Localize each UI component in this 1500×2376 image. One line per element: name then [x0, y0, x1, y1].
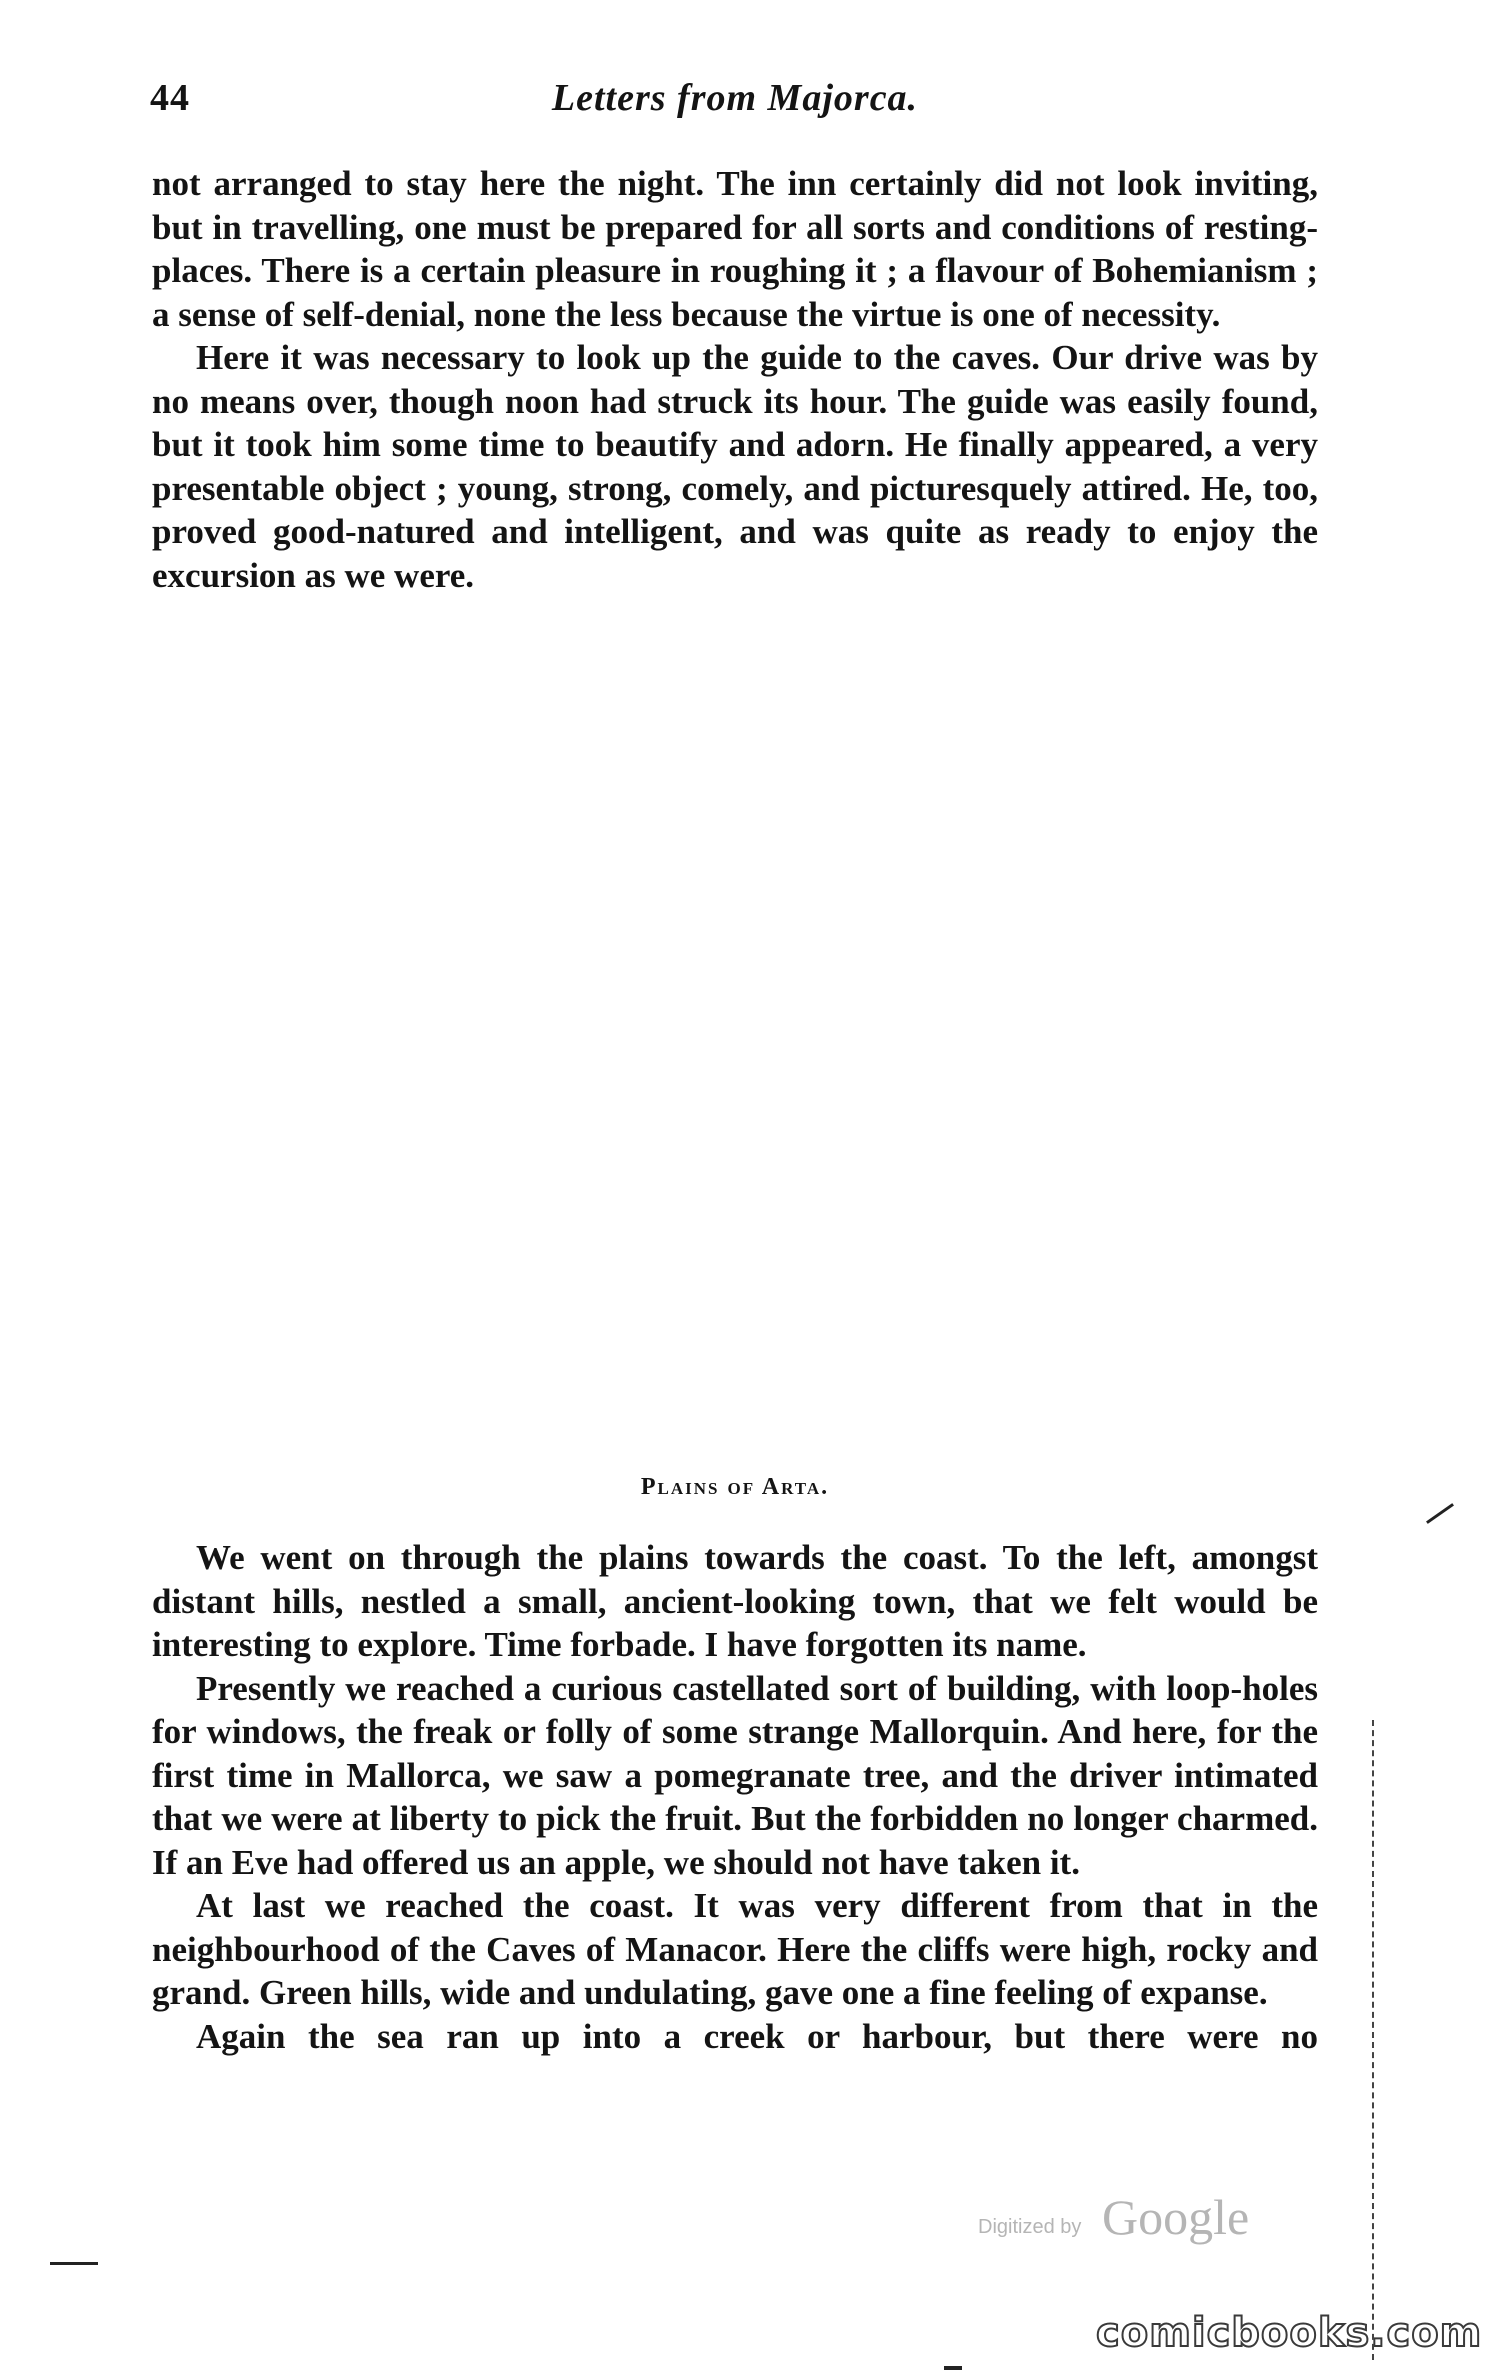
digitized-by-text: Digitized by: [978, 2216, 1082, 2238]
running-title: Letters from Majorca.: [551, 77, 919, 119]
text-block-top: [152, 162, 1318, 597]
text-block-bottom: [152, 1536, 1318, 2058]
scan-mark-slash: [1426, 1503, 1454, 1524]
google-watermark: [970, 2188, 1290, 2248]
plate-image-area: [150, 680, 1320, 1460]
paragraph: Again the sea ran up into a creek or harbour, but there were no: [196, 2016, 1318, 2056]
paragraph: We went on through the plains towards the coast. To the left, amongst distant hills, nestled a small, ancient-looking town, that we felt would be interesting to explore. Time forbade. I have forgotten its name.: [152, 1538, 1318, 1664]
google-logo-text: Google: [1102, 2189, 1250, 2245]
paragraph: not arranged to stay here the night. The inn certainly did not look inviting, but in travelling, one must be prepared for all sorts and conditions of resting-places. There is a certain pleasure in roughing it ; a flavour of Bohemianism ; a sense of self-denial, none the less because the virtue is one of necessity.: [152, 164, 1318, 334]
page-header: [150, 76, 1320, 136]
paragraph: Presently we reached a curious castellated sort of building, with loop-holes for windows, the freak or folly of some strange Mallorquin. And here, for the first time in Mallorca, we saw a pomegranate tree, and the driver intimated that we were at liberty to pick the fruit. But the forbidden no longer charmed. If an Eve had offered us an apple, we should not have taken it.: [152, 1668, 1318, 1882]
scan-mark-bottom: [944, 2366, 962, 2370]
paragraph: Here it was necessary to look up the guide to the caves. Our drive was by no means over, though noon had struck its hour. The guide was easily found, but it took him some time to beautify and adorn. He finally appeared, a very presentable object ; young, strong, comely, and picturesquely attired. He, too, proved good-natured and intelligent, and was quite as ready to enjoy the excursion as we were.: [152, 338, 1318, 595]
plate-caption: Plains of Arta.: [640, 1474, 830, 1500]
site-watermark: comicbooks.com: [1096, 2310, 1483, 2356]
paragraph: At last we reached the coast. It was very different from that in the neighbourhood of the Caves of Manacor. Here the cliffs were high, rocky and grand. Green hills, wide and undulating, gave one a fine feeling of expanse.: [152, 1886, 1318, 2012]
page-number: 44: [150, 77, 190, 119]
scan-mark-left: [50, 2262, 98, 2265]
scan-mark-edge: [1372, 1720, 1376, 2360]
